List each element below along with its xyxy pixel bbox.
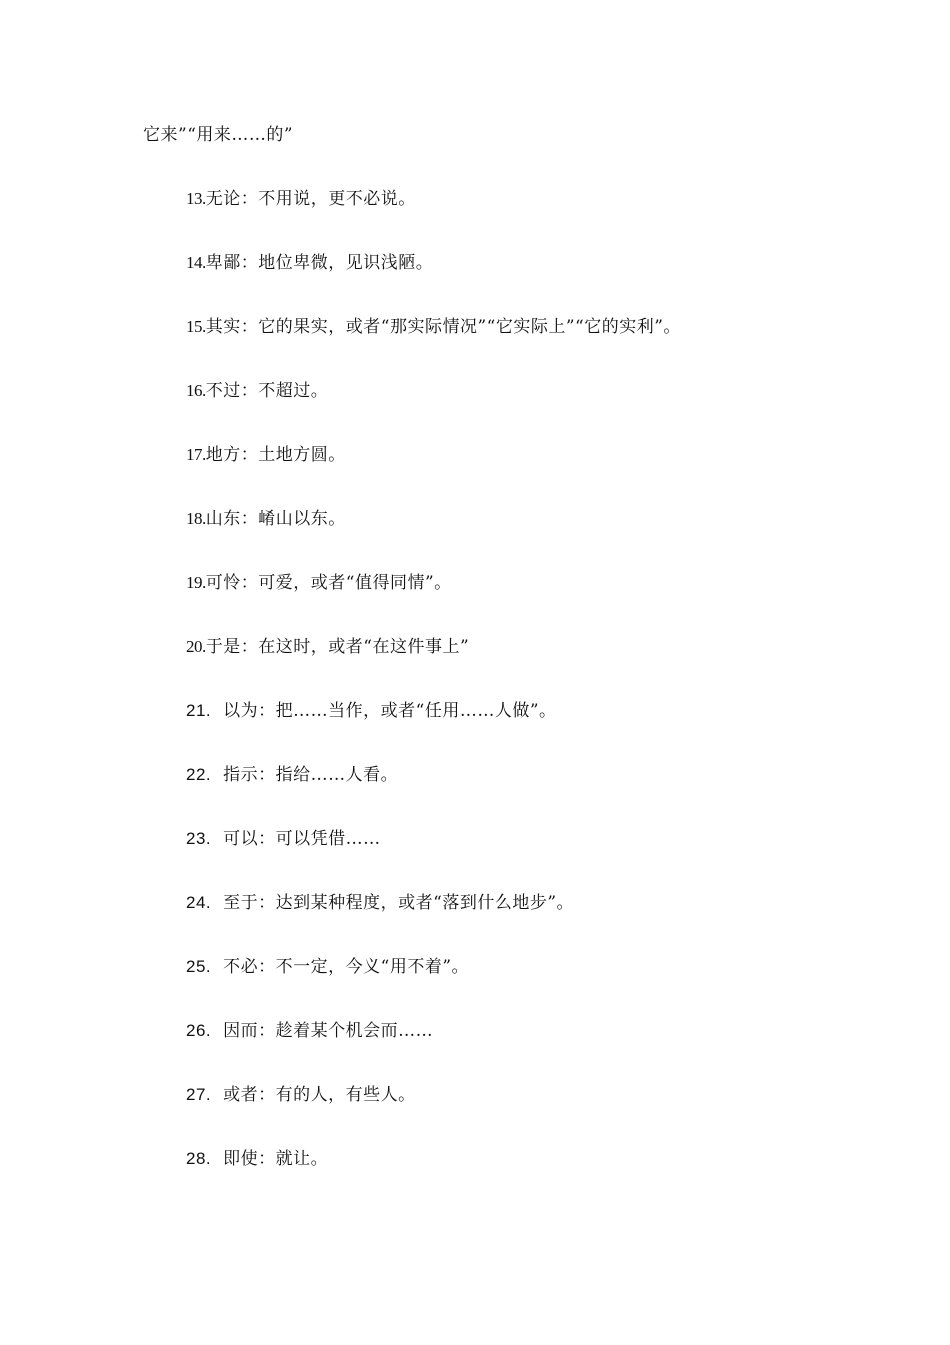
entry-26 [186,1020,433,1042]
entry-25 [186,956,469,978]
entry-number: 27. [186,1085,212,1104]
entry-16 [186,380,328,402]
entry-number: 26. [186,1021,212,1040]
entry-text: 卑鄙：地位卑微，见识浅陋。 [205,253,434,273]
entry-14 [186,252,433,274]
entry-20 [186,636,469,658]
entry-number: 28. [186,1149,212,1168]
entry-number: 21. [186,701,212,720]
entry-text: 地方：土地方圆。 [205,445,346,465]
entry-text: 无论：不用说，更不必说。 [205,189,416,209]
continuation-line: 它来”“用来……的” [143,125,294,145]
entry-text: 因而：趁着某个机会而…… [223,1021,434,1041]
entry-21 [186,700,557,722]
entry-number: 18. [186,509,206,528]
entry-text: 或者：有的人，有些人。 [223,1085,416,1105]
entry-text: 至于：达到某种程度，或者“落到什么地步”。 [223,893,575,913]
entry-number: 20. [186,637,206,656]
entry-number: 16. [186,381,206,400]
entry-text: 指示：指给……人看。 [223,765,399,785]
entry-27 [186,1084,416,1106]
entry-24 [186,892,574,914]
entry-text: 不必：不一定，今义“用不着”。 [223,957,470,977]
entry-23 [186,828,381,850]
entry-number: 15. [186,317,206,336]
entry-number: 22. [186,765,212,784]
entry-text: 可怜：可爱，或者“值得同情”。 [205,573,452,593]
entry-19 [186,572,452,594]
entry-text: 即使：就让。 [223,1149,329,1169]
entry-text: 山东：崤山以东。 [205,509,346,529]
entry-text: 其实：它的果实，或者“那实际情况”“它实际上”“它的实利”。 [205,317,681,337]
entry-number: 19. [186,573,206,592]
entry-15 [186,316,681,338]
entry-22 [186,764,398,786]
entry-number: 25. [186,957,212,976]
entry-text: 不过：不超过。 [205,381,329,401]
entry-number: 13. [186,189,206,208]
entry-18 [186,508,346,530]
entry-13 [186,188,416,210]
entry-text: 可以：可以凭借…… [223,829,381,849]
entry-text: 于是：在这时，或者“在这件事上” [205,637,470,657]
entry-number: 14. [186,253,206,272]
entry-17 [186,444,346,466]
entry-number: 24. [186,893,212,912]
entry-number: 23. [186,829,212,848]
entry-28 [186,1148,328,1170]
entry-text: 以为：把……当作，或者“任用……人做”。 [223,701,557,721]
entry-number: 17. [186,445,206,464]
